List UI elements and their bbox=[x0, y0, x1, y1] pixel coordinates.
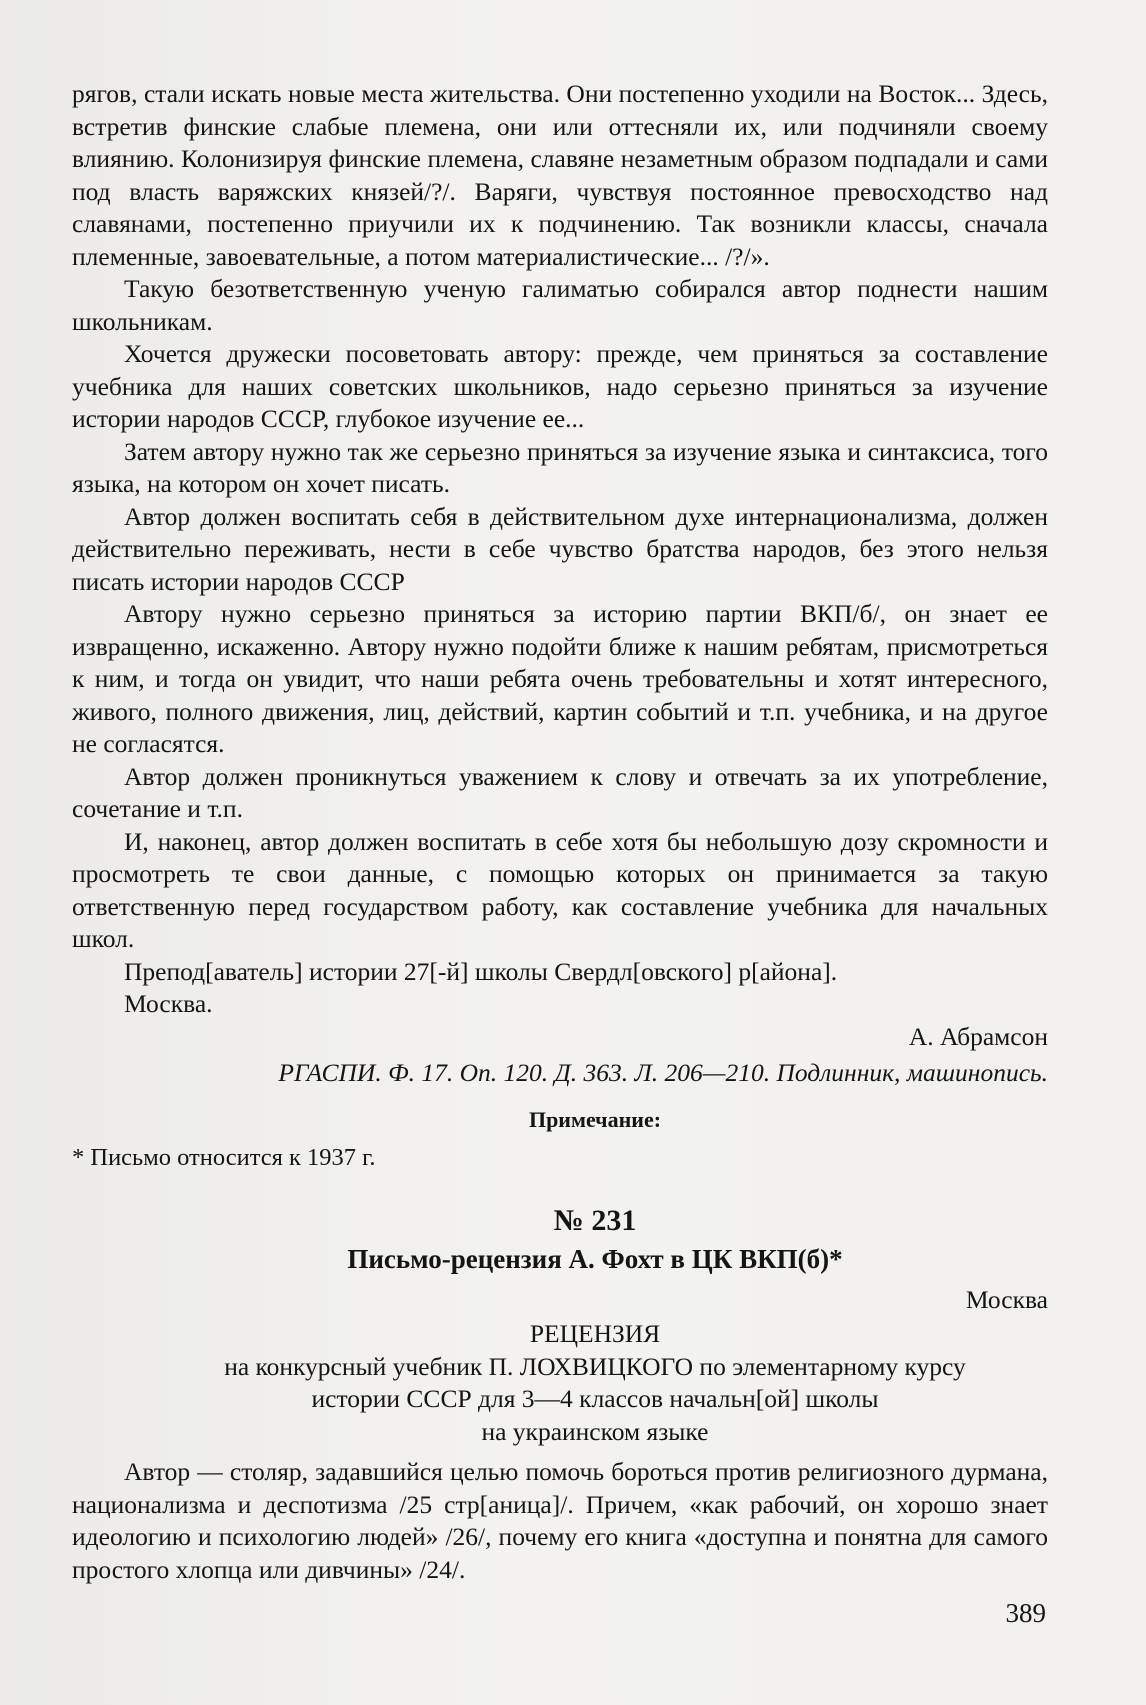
paragraph: И, наконец, автор должен воспитать в себе хотя бы небольшую дозу скромности и просмотреть те свои данные, с помощью которых он принимается за такую ответственную перед государством работу, как составление учебника для начальных школ. bbox=[72, 826, 1048, 953]
document-place: Москва bbox=[965, 1284, 1048, 1314]
review-heading: РЕЦЕНЗИЯ bbox=[529, 1319, 661, 1348]
review-subtitle-line-3: на украинском языке bbox=[481, 1416, 709, 1446]
review-subtitle-line-2: истории СССР для 3—4 классов начальн[ой] школы bbox=[311, 1384, 879, 1413]
paragraph: Автору нужно серьезно приняться за историю партии ВКП/б/, он знает ее извращенно, искаженно. Автору нужно подойти ближе к нашим ребятам, присмотреться к ним, и тогда он увидит, что наши ребята очень требовательны и хотят интересного, живого, полного движения, лиц, действий, картин событий и т.п. учебника, и на другое не согласятся. bbox=[72, 599, 1048, 758]
review-body: Автор — столяр, задавшийся целью помочь бороться против религиозного дурмана, национализма и деспотизма /25 стр[аница]/. Причем, «как рабочий, он хорошо знает идеологию и психологию людей» /26/, почему его книга «доступна и понятна для самого простого хлопца или дивчины» /24/. bbox=[72, 1457, 1048, 1584]
paragraph: Хочется дружески посоветовать автору: прежде, чем приняться за составление учебника для наших советских школьников, надо серьезно приняться за изучение истории народов СССР, глубокое изучение ее... bbox=[72, 339, 1048, 433]
footnote: * Письмо относится к 1937 г. bbox=[72, 1144, 376, 1171]
review-subtitle-line-1: на конкурсный учебник П. ЛОХВИЦКОГО по элементарному курсу bbox=[224, 1351, 966, 1381]
paragraph: Затем автору нужно так же серьезно приняться за изучение языка и синтаксиса, того языка, на котором он хочет писать. bbox=[72, 436, 1048, 498]
page-number: 389 bbox=[1005, 1598, 1046, 1628]
page-content bbox=[72, 78, 1048, 1586]
note-title: Примечание: bbox=[528, 1106, 662, 1132]
paragraph: Автор должен проникнуться уважением к слову и отвечать за их употребление, сочетание и т.п. bbox=[72, 761, 1048, 823]
document-number: № 231 bbox=[553, 1203, 637, 1237]
signature-city: Москва. bbox=[124, 989, 213, 1018]
paragraph: Такую безответственную ученую галиматью собирался автор поднести нашим школьникам. bbox=[72, 274, 1048, 336]
paragraph: Автор должен воспитать себя в действительном духе интернационализма, должен действительно переживать, нести в себе чувство братства народов, без этого нельзя писать истории народов СССР bbox=[72, 501, 1048, 596]
signature-position: Препод[аватель] истории 27[-й] школы Свердл[овского] р[айона]. bbox=[124, 956, 838, 986]
archive-reference: РГАСПИ. Ф. 17. Оп. 120. Д. 363. Л. 206—210. Подлинник, машинопись. bbox=[278, 1058, 1048, 1087]
document-title: Письмо-рецензия А. Фохт в ЦК ВКП(б)* bbox=[347, 1244, 843, 1274]
paragraph-continuation: рягов, стали искать новые места жительства. Они постепенно уходили на Восток... Здесь, встретив финские слабые племена, они или оттесняли их, или подчиняли своему влиянию. Колонизируя финские племена, славяне незаметным образом подпадали и сами под власть варяжских князей/?/. Варяги, чувствуя постоянное превосходство над славянами, постепенно приучили их к подчинению. Так возникли классы, сначала племенные, завоевательные, а потом материалистические... /?/». bbox=[72, 79, 1048, 271]
signature-author: А. Абрамсон bbox=[908, 1021, 1048, 1051]
